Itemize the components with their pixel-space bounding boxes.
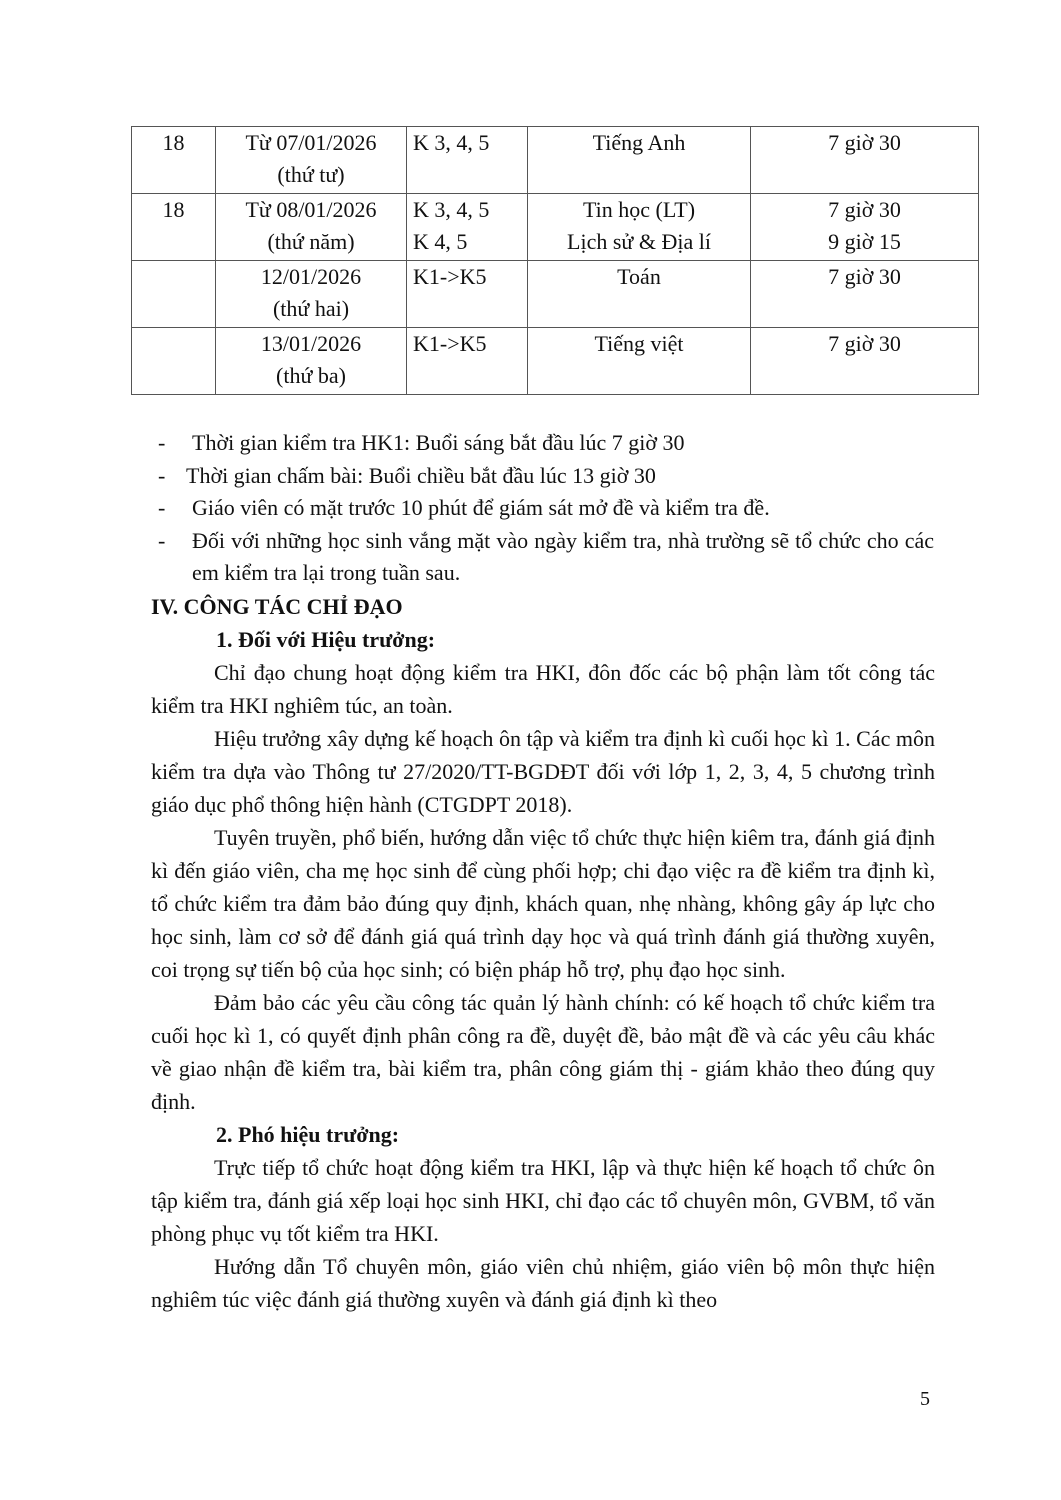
week-cell: 18 [132,127,216,194]
list-item: - Thời gian chấm bài: Buổi chiều bắt đầu lúc 13 giờ 30 [152,460,934,493]
paragraph: Tuyên truyền, phổ biến, hướng dẫn việc tổ chức thực hiện kiêm tra, đánh giá định kì đến giáo viên, cha mẹ học sinh để cùng phối hợp; chi đạo việc ra đề kiểm tra định kì, tổ chức kiểm tra đảm bảo đúng quy định, khách quan, nhẹ nhàng, không gây áp lực cho học sinh, làm cơ sở để đánh giá quá trình dạy học và quá trình đánh giá thường xuyên, coi trọng sự tiến bộ của học sinh; có biện pháp hỗ trợ, phụ đạo học sinh. [151,825,935,982]
paragraph: Đảm bảo các yêu cầu công tác quản lý hành chính: có kế hoạch tổ chức kiểm tra cuối học kì 1, có quyết định phân công ra đề, duyệt đề, bảo mật đề và các yêu câu khác về giao nhận đề kiểm tra, bài kiểm tra, phân công giám thị - giám khảo theo đúng quy định. [151,990,935,1114]
exam-notes-list [152,427,934,590]
bullet-dash: - [158,430,166,455]
week-cell [132,328,216,395]
time-cell: 7 giờ 30 [751,261,979,328]
subject-cell: Tiếng Anh [528,127,751,194]
section-heading: IV. CÔNG TÁC CHỈ ĐẠO [151,594,403,619]
table-row [132,194,979,261]
time-cell: 7 giờ 30 [751,328,979,395]
paragraph: Trực tiếp tổ chức hoạt động kiểm tra HKI, lập và thực hiện kế hoạch tổ chức ôn tập kiểm tra, đánh giá xếp loại học sinh HKI, chỉ đạo các tổ chuyên môn, GVBM, tổ văn phòng phục vụ tốt kiểm tra HKI. [151,1155,935,1246]
grade-cell: K 3, 4, 5 K 4, 5 [407,194,528,261]
table-row [132,328,979,395]
paragraph: Hiệu trưởng xây dựng kế hoạch ôn tập và kiểm tra định kì cuối học kì 1. Các môn kiểm tra dựa vào Thông tư 27/2020/TT-BGDĐT đối với lớp 1, 2, 3, 4, 5 chương trình giáo dục phổ thông hiện hành (CTGDPT 2018). [151,726,935,817]
table-row [132,127,979,194]
time-cell: 7 giờ 30 [751,127,979,194]
vice-principal-heading: 2. Phó hiệu trưởng: [216,1122,400,1147]
direction-section [151,590,935,1316]
grade-cell: K 3, 4, 5 [407,127,528,194]
list-item: - Đối với những học sinh vắng mặt vào ngày kiểm tra, nhà trường sẽ tổ chức cho các em kiểm tra lại trong tuần sau. [152,525,934,590]
bullet-dash: - [158,462,166,488]
subject-cell: Tiếng việt [528,328,751,395]
grade-cell: K1->K5 [407,328,528,395]
list-item: - Giáo viên có mặt trước 10 phút để giám sát mở đề và kiểm tra đề. [152,492,934,525]
exam-schedule-table [131,126,979,395]
subject-cell: Toán [528,261,751,328]
date-cell: 13/01/2026 (thứ ba) [216,328,407,395]
list-item: - Thời gian kiểm tra HK1: Buổi sáng bắt đầu lúc 7 giờ 30 [152,427,934,460]
principal-heading: 1. Đối với Hiệu trưởng: [216,627,436,652]
page-number: 5 [920,1388,930,1410]
week-cell [132,261,216,328]
table-row [132,261,979,328]
date-cell: 12/01/2026 (thứ hai) [216,261,407,328]
date-cell: Từ 07/01/2026 (thứ tư) [216,127,407,194]
date-cell: Từ 08/01/2026 (thứ năm) [216,194,407,261]
paragraph: Chỉ đạo chung hoạt động kiểm tra HKI, đôn đốc các bộ phận làm tốt công tác kiểm tra HKI nghiêm túc, an toàn. [151,660,935,718]
week-cell: 18 [132,194,216,261]
bullet-dash: - [158,527,166,553]
bullet-dash: - [158,495,166,520]
subject-cell: Tin học (LT) Lịch sử & Địa lí [528,194,751,261]
grade-cell: K1->K5 [407,261,528,328]
time-cell: 7 giờ 30 9 giờ 15 [751,194,979,261]
paragraph: Hướng dẫn Tổ chuyên môn, giáo viên chủ nhiệm, giáo viên bộ môn thực hiện nghiêm túc việc đánh giá thường xuyên và đánh giá định kì theo [151,1254,935,1312]
